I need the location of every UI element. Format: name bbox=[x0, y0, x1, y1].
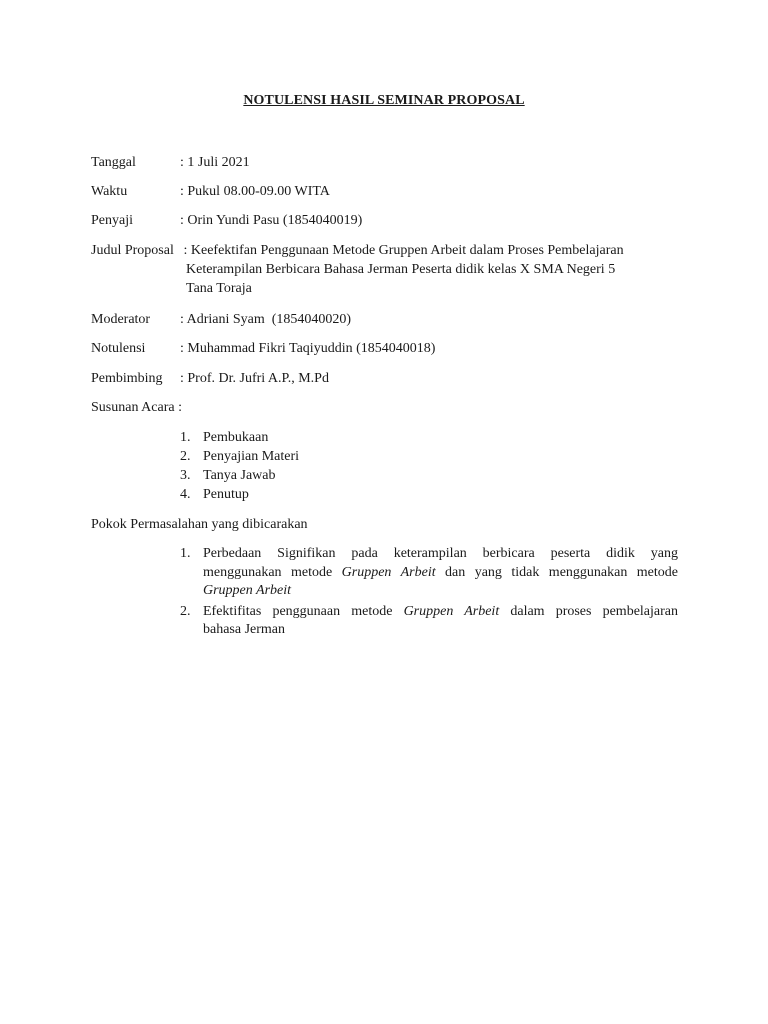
list-text: Pembukaan bbox=[203, 430, 269, 445]
text-run-italic: Gruppen Arbeit bbox=[203, 583, 292, 598]
text-run: dalam proses pembelajaran bbox=[499, 603, 678, 619]
document-title: NOTULENSI HASIL SEMINAR PROPOSAL bbox=[243, 93, 525, 108]
judul-line-3: Tana Toraja bbox=[186, 281, 252, 296]
list-item bbox=[180, 545, 678, 601]
field-label: Pembimbing bbox=[91, 371, 163, 386]
list-number: 2. bbox=[180, 449, 191, 464]
pokok-2-line-1 bbox=[203, 603, 678, 622]
text-run: Efektifitas penggunaan metode bbox=[203, 603, 404, 619]
text-run: menggunakan metode bbox=[203, 564, 342, 580]
list-item bbox=[180, 603, 678, 640]
pokok-2-line-2: bahasa Jerman bbox=[203, 622, 286, 637]
field-value: : Muhammad Fikri Taqiyuddin (1854040018) bbox=[180, 341, 436, 356]
text-run-italic: Gruppen Arbeit bbox=[341, 564, 436, 580]
field-label: Notulensi bbox=[91, 341, 146, 356]
field-value: : 1 Juli 2021 bbox=[180, 155, 250, 170]
list-number: 3. bbox=[180, 468, 191, 483]
field-label: Waktu bbox=[91, 184, 128, 199]
pokok-1-line-3 bbox=[203, 582, 678, 601]
list-number: 1. bbox=[180, 546, 191, 561]
list-text: Tanya Jawab bbox=[203, 468, 276, 483]
list-number: 2. bbox=[180, 603, 191, 619]
list-text: Penyajian Materi bbox=[203, 449, 300, 464]
pokok-permasalahan-list bbox=[180, 545, 678, 642]
judul-line-2: Keterampilan Berbicara Bahasa Jerman Peserta didik kelas X SMA Negeri 5 bbox=[186, 262, 616, 277]
field-value: : Adriani Syam (1854040020) bbox=[180, 312, 352, 327]
field-value: : Orin Yundi Pasu (1854040019) bbox=[180, 213, 363, 228]
list-number: 4. bbox=[180, 487, 191, 502]
field-value: : Prof. Dr. Jufri A.P., M.Pd bbox=[180, 371, 329, 386]
field-label: Moderator bbox=[91, 312, 151, 327]
judul-line-1: : Keefektifan Penggunaan Metode Gruppen Arbeit dalam Proses Pembelajaran bbox=[180, 243, 624, 258]
field-label: Penyaji bbox=[91, 213, 133, 228]
field-value: : Pukul 08.00-09.00 WITA bbox=[180, 184, 330, 199]
pokok-permasalahan-heading: Pokok Permasalahan yang dibicarakan bbox=[91, 517, 308, 532]
list-number: 1. bbox=[180, 430, 191, 445]
text-run-italic: Gruppen Arbeit bbox=[403, 603, 500, 619]
susunan-acara-heading: Susunan Acara : bbox=[91, 400, 182, 415]
pokok-1-line-1: Perbedaan Signifikan pada keterampilan berbicara peserta didik yang bbox=[203, 546, 678, 561]
field-label: Judul Proposal bbox=[91, 243, 174, 258]
text-run: dan yang tidak menggunakan metode bbox=[435, 564, 678, 580]
field-value bbox=[180, 241, 660, 298]
list-text: Penutup bbox=[203, 487, 249, 502]
field-label: Tanggal bbox=[91, 155, 136, 170]
pokok-1-line-2 bbox=[203, 564, 678, 583]
